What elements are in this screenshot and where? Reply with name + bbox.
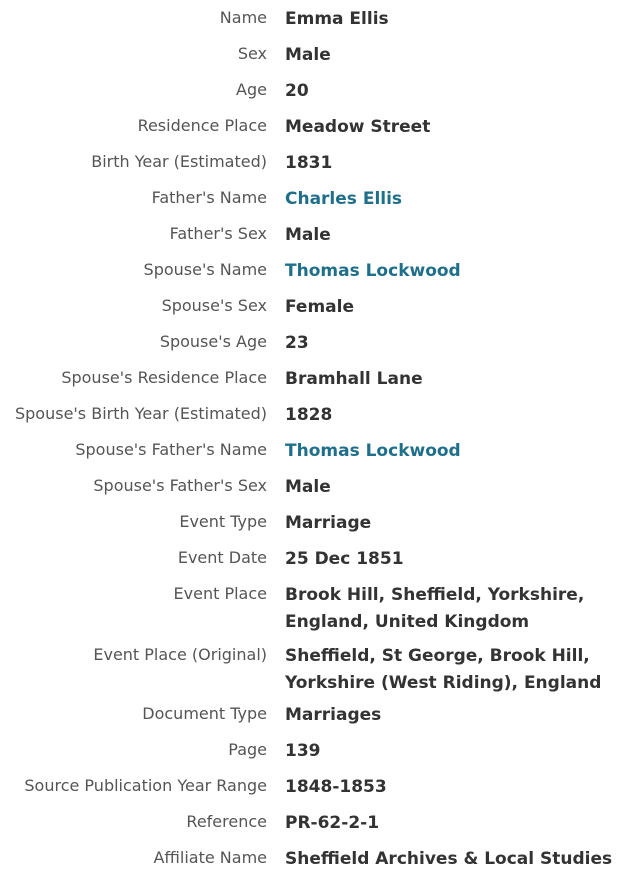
- label-name: Name: [219, 8, 267, 27]
- value-spouses-sex: Female: [285, 297, 354, 317]
- value-event-date: 25 Dec 1851: [285, 549, 404, 569]
- label-spouses-birth-year: Spouse's Birth Year (Estimated): [14, 404, 267, 423]
- value-event-type: Marriage: [285, 513, 372, 533]
- value-spouses-fathers-sex: Male: [285, 477, 331, 497]
- label-event-place-original: Event Place (Original): [93, 645, 267, 664]
- value-age: 20: [285, 81, 309, 101]
- value-event-place: [285, 582, 619, 636]
- event-place-original-line-1: Sheffield, St George, Brook Hill,: [285, 646, 590, 666]
- value-page: 139: [285, 741, 321, 761]
- label-event-date: Event Date: [177, 548, 267, 567]
- label-event-place: Event Place: [173, 584, 267, 603]
- label-spouses-fathers-sex: Spouse's Father's Sex: [93, 476, 267, 495]
- label-birth-year: Birth Year (Estimated): [91, 152, 267, 171]
- label-reference: Reference: [186, 812, 267, 831]
- value-document-type: Marriages: [285, 705, 382, 725]
- label-affiliate-name: Affiliate Name: [153, 848, 267, 867]
- value-reference: PR-62-2-1: [285, 813, 380, 833]
- label-age: Age: [236, 80, 267, 99]
- value-spouses-birth-year: 1828: [285, 405, 333, 425]
- label-spouses-age: Spouse's Age: [159, 332, 267, 351]
- value-fathers-sex: Male: [285, 225, 331, 245]
- value-name: Emma Ellis: [285, 9, 389, 29]
- label-spouses-name: Spouse's Name: [143, 260, 267, 279]
- value-sex: Male: [285, 45, 331, 65]
- label-sex: Sex: [237, 44, 267, 63]
- label-spouses-residence-place: Spouse's Residence Place: [61, 368, 267, 387]
- value-spouses-age: 23: [285, 333, 309, 353]
- label-spouses-fathers-name: Spouse's Father's Name: [75, 440, 267, 459]
- value-affiliate-name: Sheffield Archives & Local Studies: [285, 849, 613, 869]
- event-place-original-line-2: Yorkshire (West Riding), England: [285, 673, 602, 693]
- value-spouses-residence-place: Bramhall Lane: [285, 369, 423, 389]
- label-source-publication-year-range: Source Publication Year Range: [24, 776, 267, 795]
- fathers-name-link[interactable]: Charles Ellis: [285, 189, 403, 209]
- value-residence-place: Meadow Street: [285, 117, 431, 137]
- label-spouses-sex: Spouse's Sex: [161, 296, 267, 315]
- label-document-type: Document Type: [142, 704, 267, 723]
- label-fathers-sex: Father's Sex: [169, 224, 267, 243]
- value-event-place-original: [285, 643, 619, 697]
- label-residence-place: Residence Place: [137, 116, 267, 135]
- label-fathers-name: Father's Name: [151, 188, 267, 207]
- value-source-publication-year-range: 1848-1853: [285, 777, 387, 797]
- event-place-line-2: England, United Kingdom: [285, 612, 530, 632]
- event-place-line-1: Brook Hill, Sheffield, Yorkshire,: [285, 585, 585, 605]
- value-birth-year: 1831: [285, 153, 333, 173]
- spouses-name-link[interactable]: Thomas Lockwood: [285, 261, 461, 281]
- label-event-type: Event Type: [179, 512, 267, 531]
- spouses-fathers-name-link[interactable]: Thomas Lockwood: [285, 441, 461, 461]
- label-page: Page: [228, 740, 267, 759]
